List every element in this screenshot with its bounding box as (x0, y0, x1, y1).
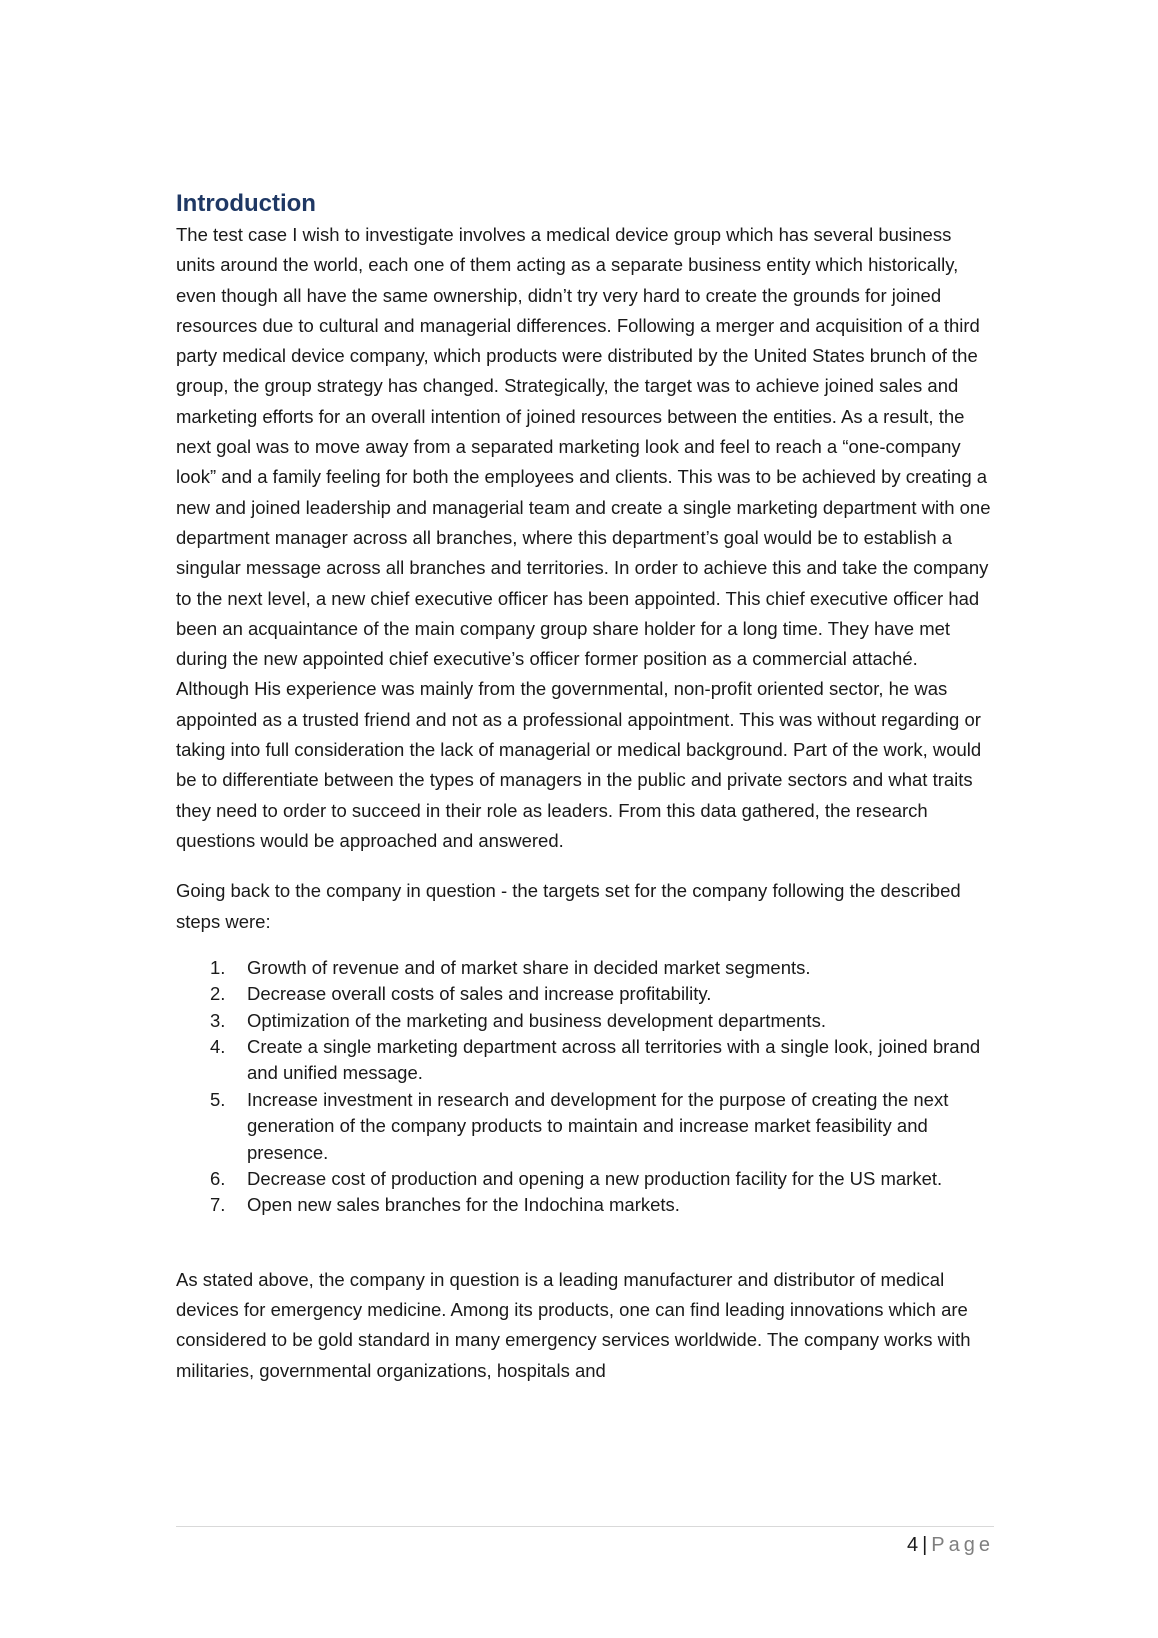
page-label: Page (931, 1534, 994, 1556)
list-item-text: Decrease cost of production and opening a new production facility for the US market. (247, 1168, 943, 1190)
list-item-number: 4. (210, 1036, 226, 1058)
list-item-number: 6. (210, 1168, 226, 1190)
list-item (176, 1087, 994, 1166)
list-item-text: Optimization of the marketing and business development departments. (247, 1009, 826, 1031)
company-paragraph: As stated above, the company in question is a leading manufacturer and distributor of medical devices for emergency medicine. Among its products, one can find leading innovations which are considered to be gold standard in many emergency services worldwide. The company works with militaries, governmental organizations, hospitals and (176, 1268, 971, 1381)
footer-separator: | (922, 1534, 928, 1556)
list-item-text: Growth of revenue and of market share in decided market segments. (247, 956, 811, 978)
list-item (176, 981, 994, 1007)
section-heading: Introduction (176, 190, 316, 217)
list-item-number: 3. (210, 1009, 226, 1031)
page-footer (907, 1530, 994, 1560)
list-item-number: 5. (210, 1088, 226, 1110)
list-item-text: Open new sales branches for the Indochina markets. (247, 1194, 680, 1216)
list-item (176, 1034, 994, 1087)
targets-intro-paragraph: Going back to the company in question - the targets set for the company following the described steps were: (176, 880, 961, 932)
list-item (176, 1192, 994, 1218)
list-item-number: 1. (210, 956, 226, 978)
list-item-number: 7. (210, 1194, 226, 1216)
footer-divider (176, 1526, 994, 1527)
list-item (176, 955, 994, 981)
intro-paragraph: The test case I wish to investigate involves a medical device group which has several business units around the world, each one of them acting as a separate business entity which historically, even though all have the same ownership, didn’t try very hard to create the grounds for joined resources due to cultural and managerial differences. Following a merger and acquisition of a third party medical device company, which products were distributed by the United States brunch of the group, the group strategy has changed. Strategically, the target was to achieve joined sales and marketing efforts for an overall intention of joined resources between the entities. As a result, the next goal was to move away from a separated marketing look and feel to reach a “one-company look” and a family feeling for both the employees and clients. This was to be achieved by creating a new and joined leadership and managerial team and create a single marketing department with one department manager across all branches, where this department’s goal would be to establish a singular message across all branches and territories. In order to achieve this and take the company to the next level, a new chief executive officer has been appointed. This chief executive officer had been an acquaintance of the main company group share holder for a long time. They have met during the new appointed chief executive’s officer former position as a commercial attaché. Although His experience was mainly from the governmental, non-profit oriented sector, he was appointed as a trusted friend and not as a professional appointment. This was without regarding or taking into full consideration the lack of managerial or medical background. Part of the work, would be to differentiate between the types of managers in the public and private sectors and what traits they need to order to succeed in their role as leaders. From this data gathered, the research questions would be approached and answered. (176, 224, 991, 851)
page-number: 4 (906, 1534, 919, 1556)
document-page (176, 188, 994, 1386)
list-item (176, 1008, 994, 1034)
list-item (176, 1166, 994, 1192)
targets-list (176, 955, 994, 1219)
list-item-text: Increase investment in research and development for the purpose of creating the next generation of the company products to maintain and increase market feasibility and presence. (247, 1088, 949, 1163)
list-item-text: Decrease overall costs of sales and increase profitability. (247, 983, 712, 1005)
list-item-number: 2. (210, 983, 226, 1005)
list-item-text: Create a single marketing department across all territories with a single look, joined brand and unified message. (247, 1036, 981, 1084)
